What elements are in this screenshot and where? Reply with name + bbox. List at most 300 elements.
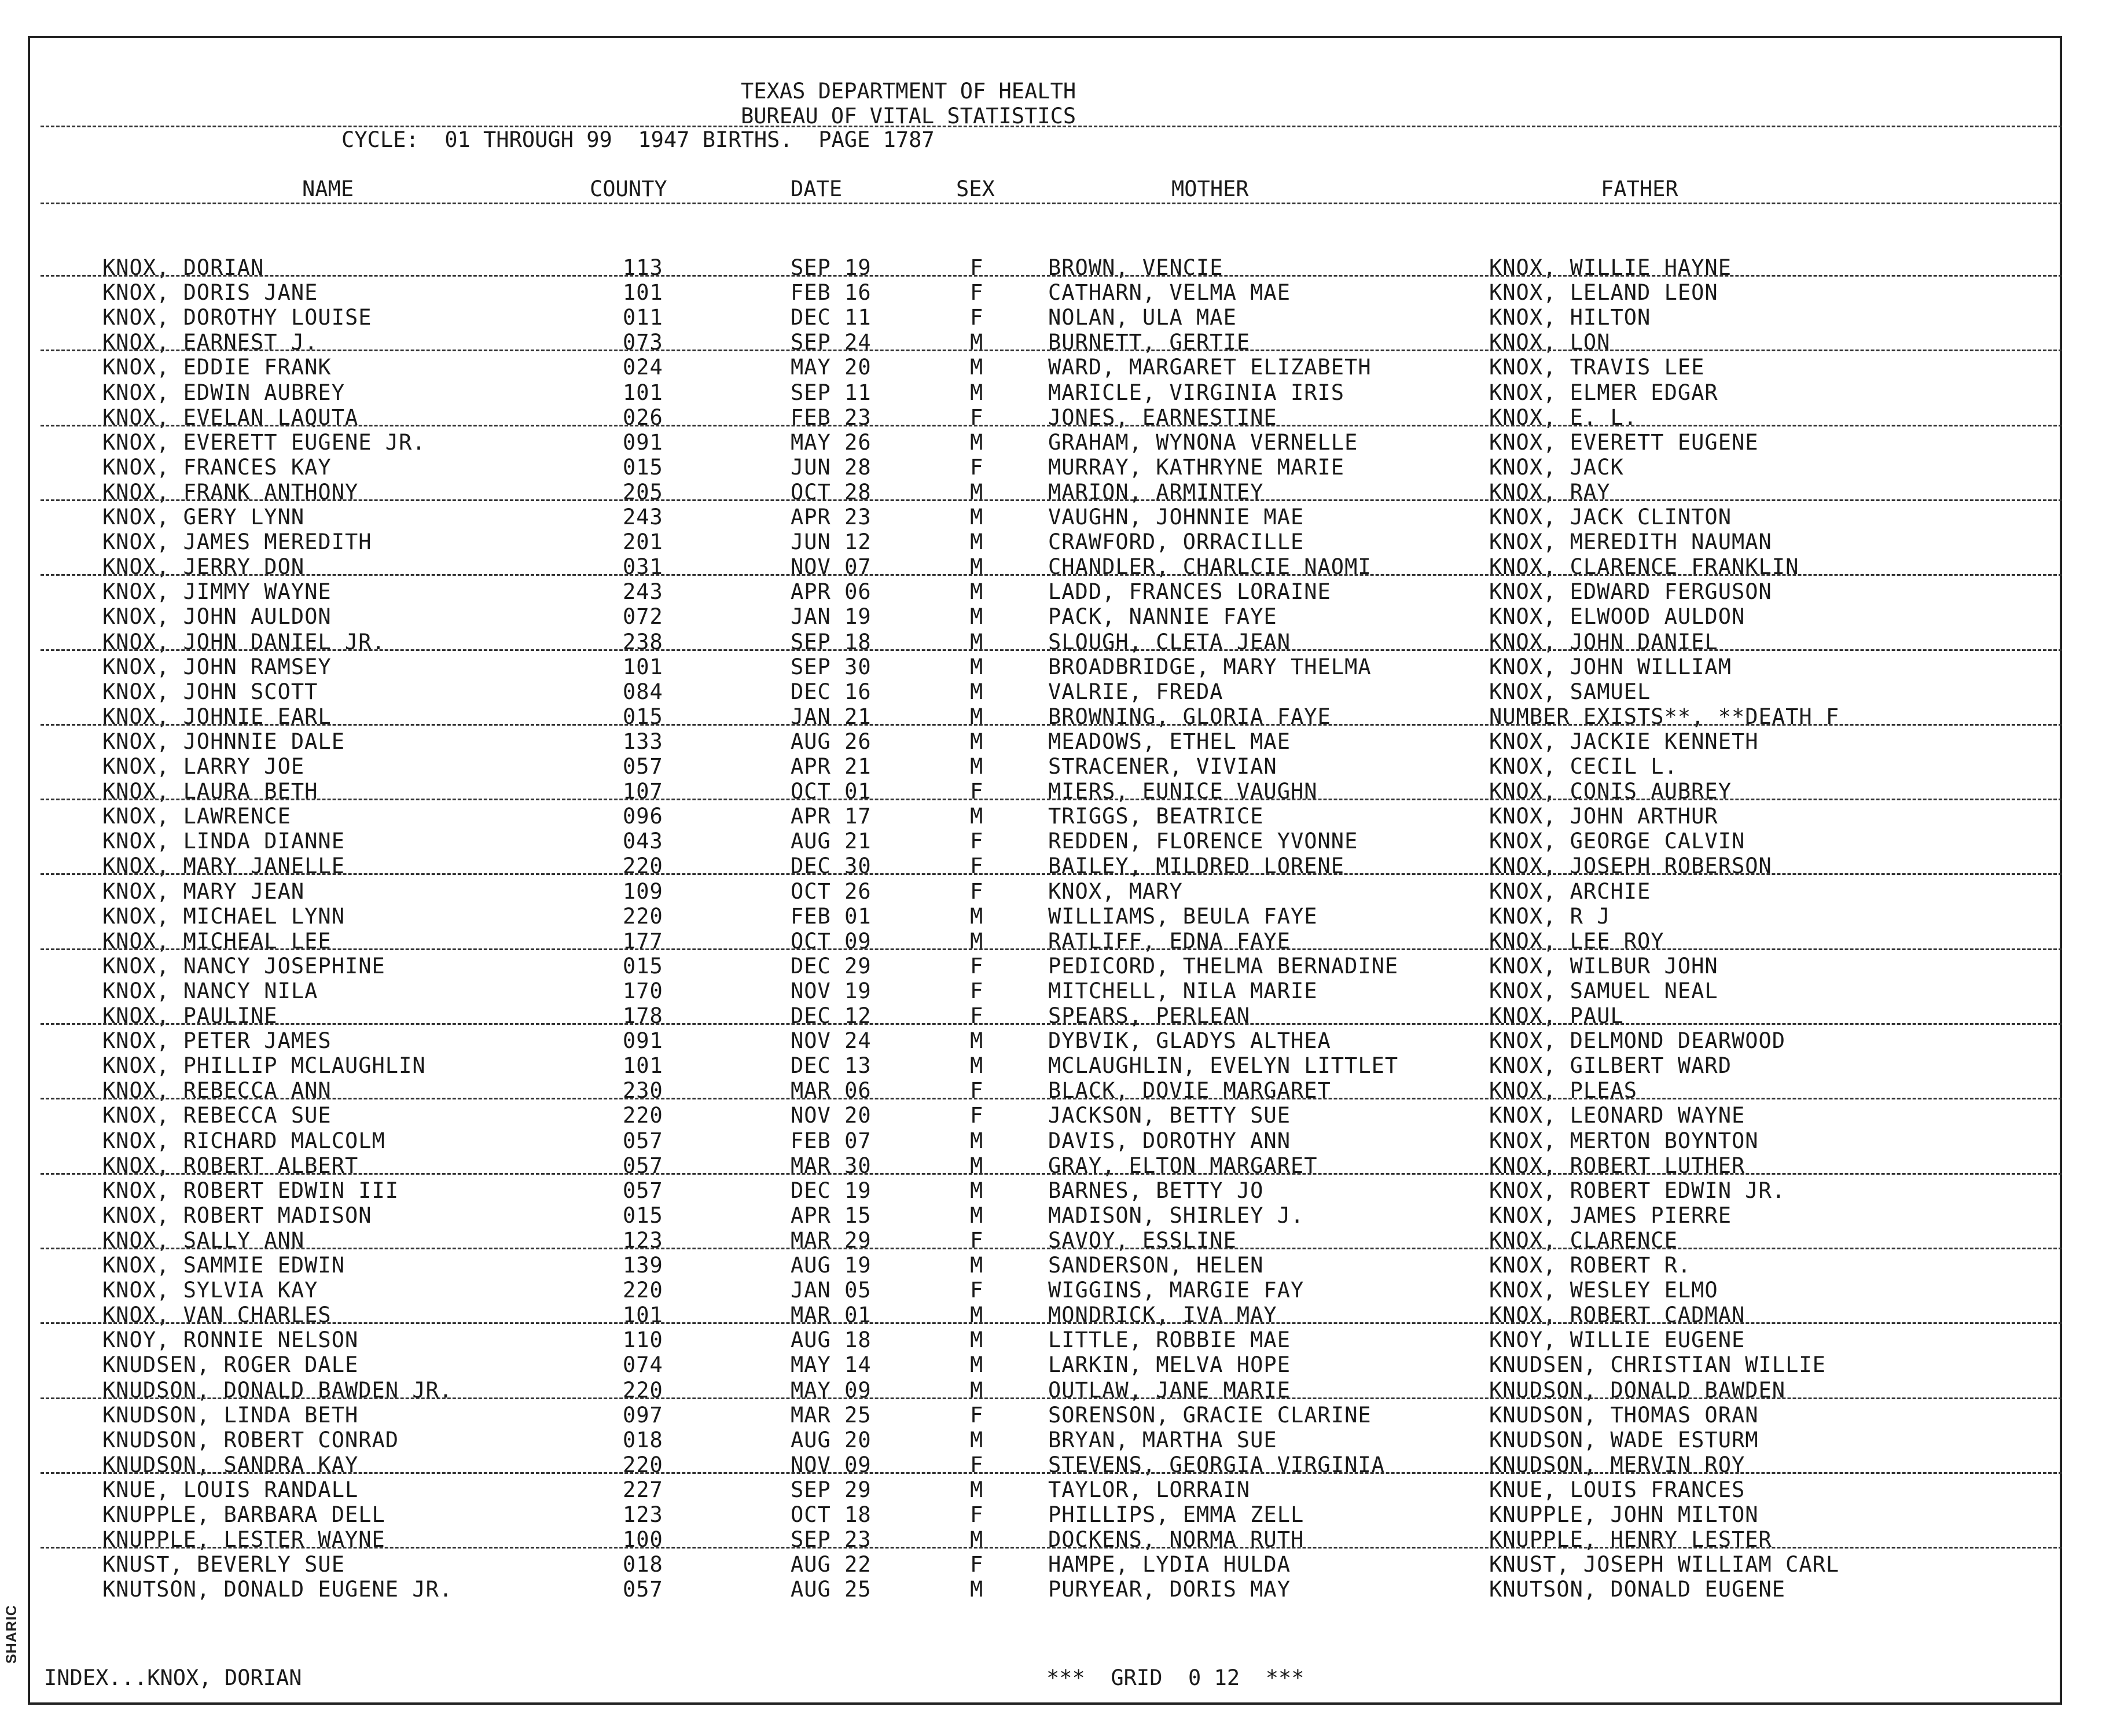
cell-mother: BRYAN, MARTHA SUE	[1048, 1428, 1277, 1452]
column-header-date: DATE	[791, 176, 843, 201]
cell-date: OCT 26	[791, 879, 872, 904]
cell-father: KNOX, CONIS AUBREY	[1489, 779, 1732, 804]
cell-sex: M	[970, 579, 984, 604]
cell-county: 091	[623, 1028, 663, 1053]
cell-county: 101	[623, 1053, 663, 1078]
cell-name: KNOX, EARNEST J.	[102, 330, 318, 355]
cell-name: KNOX, JOHN RAMSEY	[102, 654, 332, 679]
cell-county: 018	[623, 1552, 663, 1577]
cell-name: KNUPPLE, LESTER WAYNE	[102, 1527, 385, 1552]
table-row	[0, 654, 2113, 679]
cell-name: KNOX, ROBERT ALBERT	[102, 1153, 359, 1178]
cell-county: 074	[623, 1352, 663, 1377]
cell-sex: F	[970, 1078, 984, 1103]
cell-mother: OUTLAW, JANE MARIE	[1048, 1378, 1291, 1403]
cell-sex: M	[970, 679, 984, 704]
cell-name: KNOX, DORIAN	[102, 255, 264, 280]
cell-date: MAR 06	[791, 1078, 872, 1103]
cell-date: DEC 16	[791, 679, 872, 704]
form-rule	[41, 649, 2062, 651]
form-rule	[41, 1173, 2062, 1175]
cell-father: KNOX, PLEAS	[1489, 1078, 1638, 1103]
cell-father: KNOX, LEONARD WAYNE	[1489, 1103, 1745, 1128]
cell-county: 178	[623, 1003, 663, 1028]
table-row	[0, 280, 2113, 305]
cell-name: KNUST, BEVERLY SUE	[102, 1552, 345, 1577]
cell-sex: M	[970, 1153, 984, 1178]
cell-name: KNUPPLE, BARBARA DELL	[102, 1502, 385, 1527]
cell-name: KNOX, NANCY NILA	[102, 979, 318, 1003]
cell-county: 057	[623, 1153, 663, 1178]
cell-name: KNOX, JOHNNIE DALE	[102, 729, 345, 754]
cell-father: KNOX, EDWARD FERGUSON	[1489, 579, 1772, 604]
form-rule	[41, 1248, 2062, 1249]
cell-date: NOV 19	[791, 979, 872, 1003]
cell-mother: LADD, FRANCES LORAINE	[1048, 579, 1331, 604]
cell-name: KNOX, REBECCA ANN	[102, 1078, 332, 1103]
cell-sex: M	[970, 1203, 984, 1228]
cell-father: KNOX, JOSEPH ROBERSON	[1489, 854, 1772, 878]
cell-mother: VALRIE, FREDA	[1048, 679, 1223, 704]
cell-county: 133	[623, 729, 663, 754]
cell-date: JUN 28	[791, 455, 872, 480]
form-rule	[41, 1547, 2062, 1549]
cell-county: 238	[623, 630, 663, 654]
table-row	[0, 679, 2113, 704]
cell-mother: MURRAY, KATHRYNE MARIE	[1048, 455, 1345, 480]
cell-mother: JONES, EARNESTINE	[1048, 405, 1277, 430]
cell-name: KNOX, NANCY JOSEPHINE	[102, 954, 385, 979]
table-row	[0, 1327, 2113, 1352]
table-row	[0, 729, 2113, 754]
cell-father: NUMBER EXISTS**, **DEATH F	[1489, 704, 1840, 729]
cell-date: DEC 30	[791, 854, 872, 878]
cell-county: 220	[623, 1278, 663, 1303]
table-row	[0, 430, 2113, 455]
cell-father: KNOX, LON	[1489, 330, 1611, 355]
cell-date: DEC 29	[791, 954, 872, 979]
cell-sex: F	[970, 280, 984, 305]
cell-father: KNOX, RAY	[1489, 480, 1611, 505]
cell-county: 227	[623, 1477, 663, 1502]
cell-date: OCT 18	[791, 1502, 872, 1527]
cell-mother: SLOUGH, CLETA JEAN	[1048, 630, 1291, 654]
cell-county: 201	[623, 529, 663, 554]
cell-name: KNOX, LAWRENCE	[102, 804, 291, 829]
cell-date: AUG 19	[791, 1253, 872, 1278]
cell-date: SEP 11	[791, 380, 872, 405]
cell-county: 101	[623, 1303, 663, 1327]
cell-father: KNOX, GEORGE CALVIN	[1489, 829, 1745, 854]
cell-father: KNOX, LELAND LEON	[1489, 280, 1718, 305]
cell-name: KNOX, PETER JAMES	[102, 1028, 332, 1053]
cell-date: MAR 30	[791, 1153, 872, 1178]
cell-sex: F	[970, 879, 984, 904]
table-row	[0, 1053, 2113, 1078]
form-rule	[41, 1098, 2062, 1099]
cell-father: KNOX, WILBUR JOHN	[1489, 954, 1718, 979]
cell-date: AUG 25	[791, 1577, 872, 1602]
margin-stamp: SHARIC	[3, 1605, 20, 1664]
cell-county: 015	[623, 704, 663, 729]
cell-sex: M	[970, 554, 984, 579]
cell-mother: DYBVIK, GLADYS ALTHEA	[1048, 1028, 1331, 1053]
cell-date: APR 23	[791, 505, 872, 529]
table-row	[0, 1103, 2113, 1128]
cell-county: 243	[623, 505, 663, 529]
cell-name: KNUDSON, DONALD BAWDEN JR.	[102, 1378, 453, 1403]
cell-county: 101	[623, 380, 663, 405]
table-row	[0, 505, 2113, 529]
cell-county: 107	[623, 779, 663, 804]
cell-sex: M	[970, 1327, 984, 1352]
cell-name: KNOX, MARY JEAN	[102, 879, 305, 904]
table-row	[0, 380, 2113, 405]
table-row	[0, 1477, 2113, 1502]
cell-name: KNOX, JIMMY WAYNE	[102, 579, 332, 604]
cell-mother: BLACK, DOVIE MARGARET	[1048, 1078, 1331, 1103]
cell-father: KNUE, LOUIS FRANCES	[1489, 1477, 1745, 1502]
cell-father: KNOX, ROBERT EDWIN JR.	[1489, 1178, 1786, 1203]
cell-father: KNUDSON, THOMAS ORAN	[1489, 1403, 1759, 1428]
cell-date: AUG 18	[791, 1327, 872, 1352]
cell-name: KNOX, REBECCA SUE	[102, 1103, 332, 1128]
form-rule	[41, 1023, 2062, 1025]
cell-mother: SPEARS, PERLEAN	[1048, 1003, 1251, 1028]
cell-date: NOV 07	[791, 554, 872, 579]
cell-father: KNOX, JACK	[1489, 455, 1624, 480]
cell-sex: F	[970, 979, 984, 1003]
cell-name: KNUDSEN, ROGER DALE	[102, 1352, 359, 1377]
cell-date: OCT 09	[791, 929, 872, 954]
grid-footer: *** GRID 0 12 ***	[1046, 1665, 1304, 1690]
cell-father: KNOX, TRAVIS LEE	[1489, 355, 1705, 380]
cell-date: FEB 01	[791, 904, 872, 929]
cell-date: DEC 13	[791, 1053, 872, 1078]
cell-date: MAR 25	[791, 1403, 872, 1428]
cell-mother: PHILLIPS, EMMA ZELL	[1048, 1502, 1304, 1527]
table-row	[0, 1253, 2113, 1278]
cell-name: KNUTSON, DONALD EUGENE JR.	[102, 1577, 453, 1602]
cell-name: KNOX, JAMES MEREDITH	[102, 529, 372, 554]
cell-date: FEB 16	[791, 280, 872, 305]
cell-date: APR 06	[791, 579, 872, 604]
cell-sex: M	[970, 330, 984, 355]
cell-name: KNOX, GERY LYNN	[102, 505, 305, 529]
cell-sex: F	[970, 255, 984, 280]
cell-sex: F	[970, 1502, 984, 1527]
cell-date: DEC 12	[791, 1003, 872, 1028]
cell-sex: M	[970, 1178, 984, 1203]
cell-date: SEP 18	[791, 630, 872, 654]
cell-mother: BURNETT, GERTIE	[1048, 330, 1251, 355]
cell-date: APR 21	[791, 754, 872, 779]
cell-mother: MARICLE, VIRGINIA IRIS	[1048, 380, 1345, 405]
cell-date: MAY 26	[791, 430, 872, 455]
cell-mother: NOLAN, ULA MAE	[1048, 305, 1237, 330]
cell-name: KNOX, JOHN AULDON	[102, 604, 332, 629]
cell-sex: M	[970, 804, 984, 829]
cell-name: KNUDSON, LINDA BETH	[102, 1403, 359, 1428]
table-row	[0, 1128, 2113, 1153]
form-rule	[41, 499, 2062, 501]
cell-date: JAN 21	[791, 704, 872, 729]
cell-mother: GRAY, ELTON MARGARET	[1048, 1153, 1318, 1178]
cell-sex: F	[970, 854, 984, 878]
index-footer: INDEX...KNOX, DORIAN	[44, 1665, 302, 1690]
table-row	[0, 954, 2113, 979]
table-row	[0, 579, 2113, 604]
cell-date: AUG 22	[791, 1552, 872, 1577]
cell-sex: F	[970, 305, 984, 330]
cell-sex: F	[970, 1278, 984, 1303]
cycle-line: CYCLE: 01 THROUGH 99 1947 BIRTHS. PAGE 1787	[341, 127, 935, 152]
cell-name: KNOX, PAULINE	[102, 1003, 278, 1028]
table-row	[0, 1178, 2113, 1203]
cell-date: MAY 09	[791, 1378, 872, 1403]
form-rule	[41, 948, 2062, 950]
cell-sex: M	[970, 1352, 984, 1377]
cell-date: SEP 29	[791, 1477, 872, 1502]
cell-father: KNOX, CLARENCE FRANKLIN	[1489, 554, 1799, 579]
table-row	[0, 1428, 2113, 1452]
table-row	[0, 829, 2113, 854]
cell-county: 109	[623, 879, 663, 904]
table-row	[0, 1403, 2113, 1428]
cell-father: KNUDSON, MERVIN ROY	[1489, 1452, 1745, 1477]
cell-county: 073	[623, 330, 663, 355]
cell-father: KNOX, WESLEY ELMO	[1489, 1278, 1718, 1303]
cell-county: 072	[623, 604, 663, 629]
cell-county: 091	[623, 430, 663, 455]
cell-name: KNOX, MARY JANELLE	[102, 854, 345, 878]
cell-sex: M	[970, 904, 984, 929]
cell-county: 123	[623, 1228, 663, 1253]
cell-date: AUG 20	[791, 1428, 872, 1452]
table-row	[0, 1502, 2113, 1527]
cell-father: KNOX, MERTON BOYNTON	[1489, 1128, 1759, 1153]
cell-mother: CRAWFORD, ORRACILLE	[1048, 529, 1304, 554]
cell-father: KNUPPLE, HENRY LESTER	[1489, 1527, 1772, 1552]
cell-county: 220	[623, 1378, 663, 1403]
cell-name: KNOX, SAMMIE EDWIN	[102, 1253, 345, 1278]
column-header-rule	[41, 203, 2062, 204]
cell-date: OCT 01	[791, 779, 872, 804]
cell-county: 177	[623, 929, 663, 954]
cell-sex: M	[970, 1028, 984, 1053]
cell-county: 057	[623, 1178, 663, 1203]
cell-county: 096	[623, 804, 663, 829]
cell-father: KNUPPLE, JOHN MILTON	[1489, 1502, 1759, 1527]
cell-sex: M	[970, 430, 984, 455]
table-row	[0, 1352, 2113, 1377]
cell-county: 139	[623, 1253, 663, 1278]
cell-sex: M	[970, 355, 984, 380]
table-row	[0, 455, 2113, 480]
cell-mother: WIGGINS, MARGIE FAY	[1048, 1278, 1304, 1303]
cell-mother: LARKIN, MELVA HOPE	[1048, 1352, 1291, 1377]
cell-county: 084	[623, 679, 663, 704]
cell-date: MAR 01	[791, 1303, 872, 1327]
cell-sex: F	[970, 954, 984, 979]
cell-father: KNOY, WILLIE EUGENE	[1489, 1327, 1745, 1352]
cell-mother: BROWNING, GLORIA FAYE	[1048, 704, 1331, 729]
cell-father: KNOX, PAUL	[1489, 1003, 1624, 1028]
cell-county: 230	[623, 1078, 663, 1103]
cell-county: 026	[623, 405, 663, 430]
cell-father: KNOX, WILLIE HAYNE	[1489, 255, 1732, 280]
cell-mother: JACKSON, BETTY SUE	[1048, 1103, 1291, 1128]
cell-sex: M	[970, 1253, 984, 1278]
cell-date: SEP 30	[791, 654, 872, 679]
cell-name: KNOX, ROBERT EDWIN III	[102, 1178, 399, 1203]
cell-date: JAN 19	[791, 604, 872, 629]
cell-county: 024	[623, 355, 663, 380]
cell-father: KNUST, JOSEPH WILLIAM CARL	[1489, 1552, 1840, 1577]
cell-father: KNOX, SAMUEL NEAL	[1489, 979, 1718, 1003]
cell-mother: STRACENER, VIVIAN	[1048, 754, 1277, 779]
cell-sex: M	[970, 529, 984, 554]
cell-mother: WILLIAMS, BEULA FAYE	[1048, 904, 1318, 929]
cell-father: KNOX, ELMER EDGAR	[1489, 380, 1718, 405]
cell-mother: MARION, ARMINTEY	[1048, 480, 1264, 505]
cell-county: 057	[623, 1128, 663, 1153]
cell-sex: M	[970, 604, 984, 629]
cell-date: OCT 28	[791, 480, 872, 505]
cell-sex: F	[970, 455, 984, 480]
cell-mother: SANDERSON, HELEN	[1048, 1253, 1264, 1278]
cell-sex: M	[970, 1527, 984, 1552]
form-rule	[41, 799, 2062, 800]
cell-father: KNOX, JOHN ARTHUR	[1489, 804, 1718, 829]
cell-date: SEP 23	[791, 1527, 872, 1552]
cell-name: KNOY, RONNIE NELSON	[102, 1327, 359, 1352]
cell-sex: M	[970, 1428, 984, 1452]
cell-father: KNOX, GILBERT WARD	[1489, 1053, 1732, 1078]
cell-date: DEC 11	[791, 305, 872, 330]
cell-name: KNOX, MICHEAL LEE	[102, 929, 332, 954]
cell-date: FEB 07	[791, 1128, 872, 1153]
cell-name: KNUDSON, ROBERT CONRAD	[102, 1428, 399, 1452]
cell-sex: F	[970, 1228, 984, 1253]
cell-mother: MONDRICK, IVA MAY	[1048, 1303, 1277, 1327]
cell-county: 205	[623, 480, 663, 505]
table-row	[0, 529, 2113, 554]
cell-date: AUG 26	[791, 729, 872, 754]
cell-mother: MIERS, EUNICE VAUGHN	[1048, 779, 1318, 804]
table-row	[0, 754, 2113, 779]
cell-father: KNOX, ELWOOD AULDON	[1489, 604, 1745, 629]
cell-father: KNOX, JOHN DANIEL	[1489, 630, 1718, 654]
cell-county: 220	[623, 854, 663, 878]
cell-father: KNOX, DELMOND DEARWOOD	[1489, 1028, 1786, 1053]
cell-mother: DAVIS, DOROTHY ANN	[1048, 1128, 1291, 1153]
cell-name: KNOX, EDWIN AUBREY	[102, 380, 345, 405]
cell-father: KNOX, JACK CLINTON	[1489, 505, 1732, 529]
cell-father: KNOX, EVERETT EUGENE	[1489, 430, 1759, 455]
agency-title: TEXAS DEPARTMENT OF HEALTH	[741, 79, 1076, 104]
cell-sex: M	[970, 630, 984, 654]
cell-sex: M	[970, 1577, 984, 1602]
cell-name: KNOX, JOHN DANIEL JR.	[102, 630, 385, 654]
cell-name: KNOX, FRANCES KAY	[102, 455, 332, 480]
cell-father: KNOX, JACKIE KENNETH	[1489, 729, 1759, 754]
column-header-name: NAME	[302, 176, 354, 201]
cell-name: KNOX, LARRY JOE	[102, 754, 305, 779]
cell-county: 057	[623, 1577, 663, 1602]
cell-sex: F	[970, 1552, 984, 1577]
table-row	[0, 355, 2113, 380]
cell-mother: SAVOY, ESSLINE	[1048, 1228, 1237, 1253]
cell-date: MAY 20	[791, 355, 872, 380]
cell-mother: BROWN, VENCIE	[1048, 255, 1223, 280]
cell-name: KNOX, LAURA BETH	[102, 779, 318, 804]
cell-county: 220	[623, 1103, 663, 1128]
cell-date: MAR 29	[791, 1228, 872, 1253]
cell-father: KNOX, CECIL L.	[1489, 754, 1678, 779]
table-row	[0, 804, 2113, 829]
cell-name: KNOX, PHILLIP MCLAUGHLIN	[102, 1053, 426, 1078]
cell-sex: F	[970, 405, 984, 430]
cell-date: APR 15	[791, 1203, 872, 1228]
form-rule	[41, 1472, 2062, 1474]
cell-name: KNOX, EDDIE FRANK	[102, 355, 332, 380]
table-row	[0, 979, 2113, 1003]
cell-date: DEC 19	[791, 1178, 872, 1203]
cell-county: 123	[623, 1502, 663, 1527]
cell-name: KNOX, FRANK ANTHONY	[102, 480, 359, 505]
cell-mother: BAILEY, MILDRED LORENE	[1048, 854, 1345, 878]
cell-county: 031	[623, 554, 663, 579]
cell-father: KNOX, E. L.	[1489, 405, 1638, 430]
cell-father: KNOX, ROBERT R.	[1489, 1253, 1692, 1278]
cell-county: 170	[623, 979, 663, 1003]
cell-county: 243	[623, 579, 663, 604]
cell-county: 110	[623, 1327, 663, 1352]
cell-name: KNOX, JOHN SCOTT	[102, 679, 318, 704]
cell-father: KNUDSON, WADE ESTURM	[1489, 1428, 1759, 1452]
table-row	[0, 879, 2113, 904]
cell-date: JAN 05	[791, 1278, 872, 1303]
cell-name: KNOX, VAN CHARLES	[102, 1303, 332, 1327]
cell-sex: M	[970, 480, 984, 505]
cell-sex: M	[970, 929, 984, 954]
cell-sex: M	[970, 704, 984, 729]
cell-date: SEP 24	[791, 330, 872, 355]
cell-date: NOV 24	[791, 1028, 872, 1053]
cell-name: KNOX, EVERETT EUGENE JR.	[102, 430, 426, 455]
cell-name: KNOX, JOHNIE EARL	[102, 704, 332, 729]
form-rule	[41, 425, 2062, 426]
cell-father: KNUDSEN, CHRISTIAN WILLIE	[1489, 1352, 1826, 1377]
cell-mother: CHANDLER, CHARLCIE NAOMI	[1048, 554, 1372, 579]
cell-county: 043	[623, 829, 663, 854]
cell-sex: F	[970, 779, 984, 804]
cell-county: 100	[623, 1527, 663, 1552]
cell-name: KNUDSON, SANDRA KAY	[102, 1452, 359, 1477]
cell-mother: SORENSON, GRACIE CLARINE	[1048, 1403, 1372, 1428]
column-header-county: COUNTY	[590, 176, 667, 201]
cell-sex: F	[970, 1103, 984, 1128]
cell-mother: RATLIFF, EDNA FAYE	[1048, 929, 1291, 954]
cell-name: KNUE, LOUIS RANDALL	[102, 1477, 359, 1502]
cell-mother: PURYEAR, DORIS MAY	[1048, 1577, 1291, 1602]
cell-sex: M	[970, 1303, 984, 1327]
form-rule	[41, 350, 2062, 351]
cell-name: KNOX, ROBERT MADISON	[102, 1203, 372, 1228]
column-header-sex: SEX	[956, 176, 995, 201]
form-rule	[41, 873, 2062, 875]
